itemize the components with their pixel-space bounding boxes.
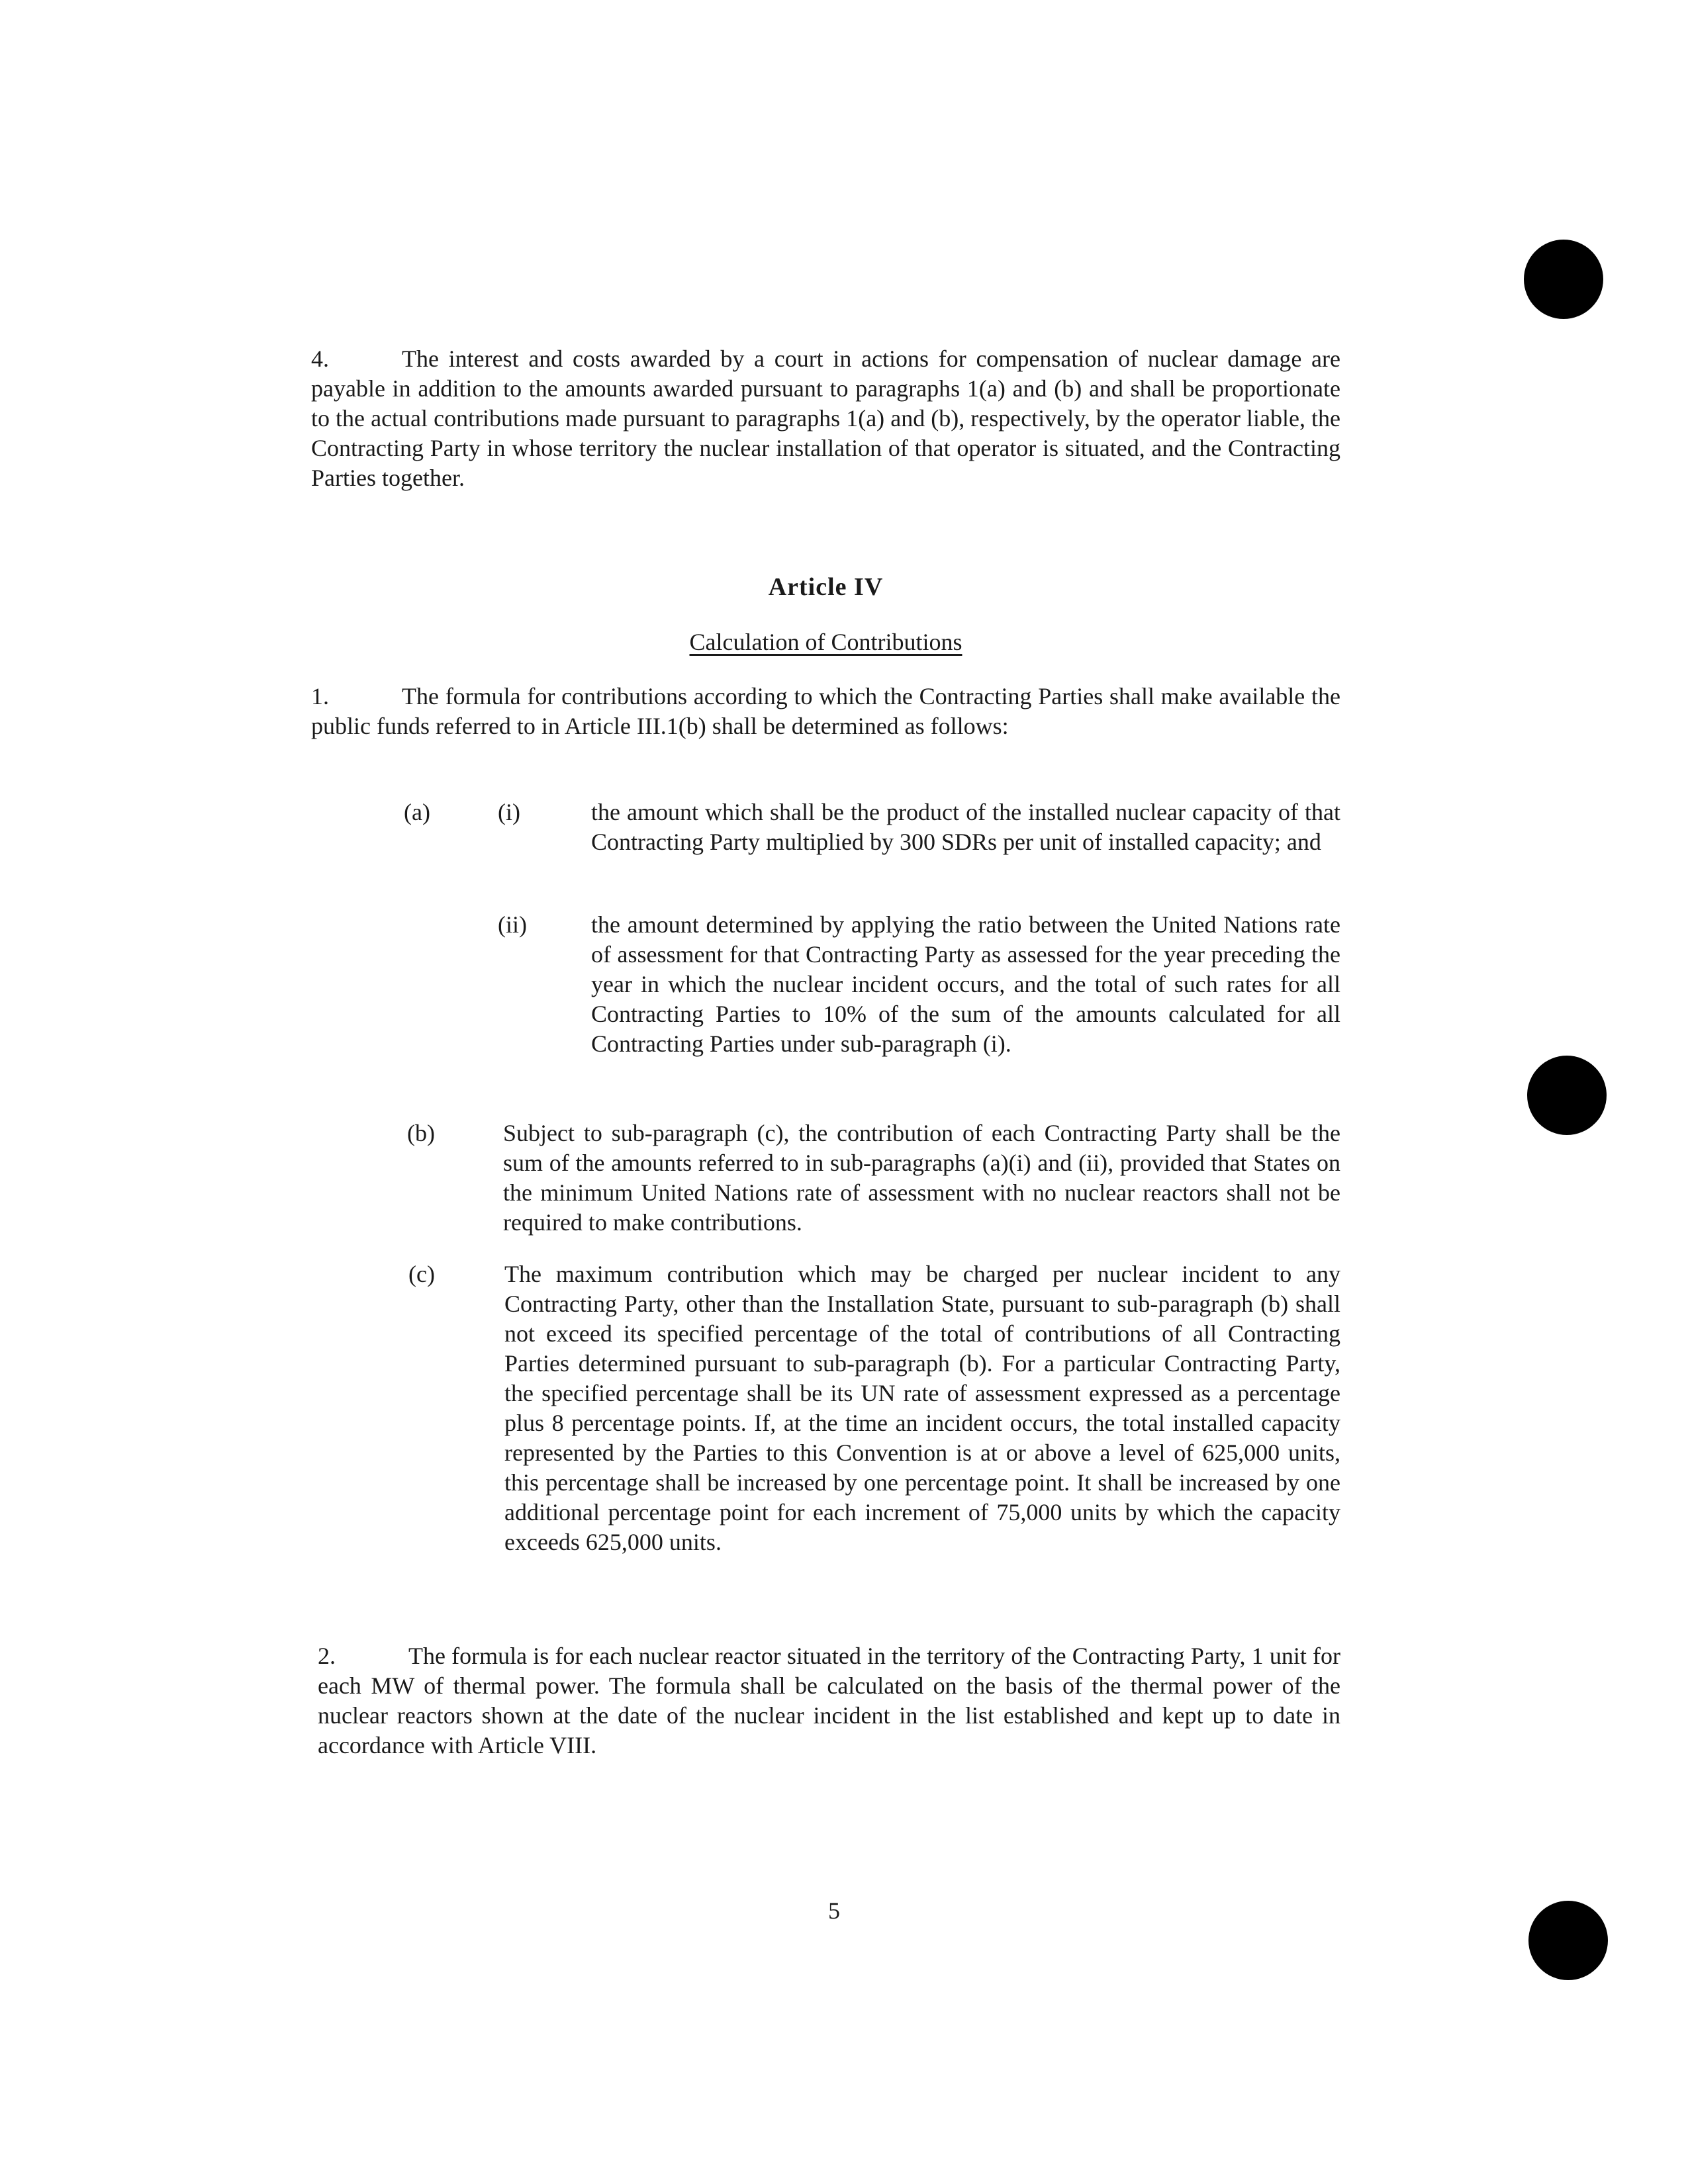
item-c-label: (c)	[408, 1261, 435, 1287]
item-b-text: Subject to sub-paragraph (c), the contribution of each Contracting Party shall be the sum of the amounts referred to in sub-paragraphs (a)(i) and (ii), provided that States on the minimum United Nations rate of assessment with no nuclear reactors shall not be required to make contributions.	[503, 1120, 1340, 1236]
punch-hole	[1528, 1901, 1608, 1980]
paragraph-2	[318, 1641, 1340, 1760]
article-title: Article IV	[768, 573, 884, 601]
article-subtitle: Calculation of Contributions	[689, 629, 962, 655]
paragraph-4	[311, 344, 1340, 493]
punch-hole	[1524, 240, 1603, 319]
paragraph-number: 4.	[311, 345, 329, 372]
paragraph-1	[311, 682, 1340, 741]
paragraph-number: 1.	[311, 683, 329, 709]
item-a-i-label: (i)	[498, 799, 520, 825]
paragraph-number: 2.	[318, 1643, 336, 1669]
paragraph-text: The formula for contributions according to which the Contracting Parties shall make available the public funds referred to in Article III.1(b) shall be determined as follows:	[311, 683, 1340, 739]
punch-hole	[1527, 1056, 1607, 1135]
item-a-i-text: the amount which shall be the product of the installed nuclear capacity of that Contracting Party multiplied by 300 SDRs per unit of installed capacity; and	[591, 799, 1340, 855]
paragraph-text: The interest and costs awarded by a court in actions for compensation of nuclear damage are payable in addition to the amounts awarded pursuant to paragraphs 1(a) and (b) and shall be proportionate to the actual contributions made pursuant to paragraphs 1(a) and (b), respectively, by the operator liable, the Contracting Party in whose territory the nuclear installation of that operator is situated, and the Contracting Parties together.	[311, 345, 1340, 491]
item-b-label: (b)	[407, 1120, 435, 1146]
paragraph-text: The formula is for each nuclear reactor situated in the territory of the Contracting Party, 1 unit for each MW of thermal power. The formula shall be calculated on the basis of the thermal power of the nuclear reactors shown at the date of the nuclear incident in the list established and kept up to date in accordance with Article VIII.	[318, 1643, 1340, 1758]
item-c-text: The maximum contribution which may be charged per nuclear incident to any Contracting Party, other than the Installation State, pursuant to sub-paragraph (b) shall not exceed its specified percentage of the total of contributions of all Contracting Parties determined pursuant to sub-paragraph (b). For a particular Contracting Party, the specified percentage shall be its UN rate of assessment expressed as a percentage plus 8 percentage points. If, at the time an incident occurs, the total installed capacity represented by the Parties to this Convention is at or above a level of 625,000 units, this percentage shall be increased by one percentage point. It shall be increased by one additional percentage point for each increment of 75,000 units by which the capacity exceeds 625,000 units.	[504, 1261, 1340, 1555]
item-a-ii-label: (ii)	[498, 911, 527, 938]
item-a-ii-text: the amount determined by applying the ratio between the United Nations rate of assessment for that Contracting Party as assessed for the year preceding the year in which the nuclear incident occurs, and the total of such rates for all Contracting Parties to 10% of the sum of the amounts calculated for all Contracting Parties under sub-paragraph (i).	[591, 911, 1340, 1057]
page-number: 5	[828, 1897, 840, 1924]
item-a-label: (a)	[404, 799, 430, 825]
